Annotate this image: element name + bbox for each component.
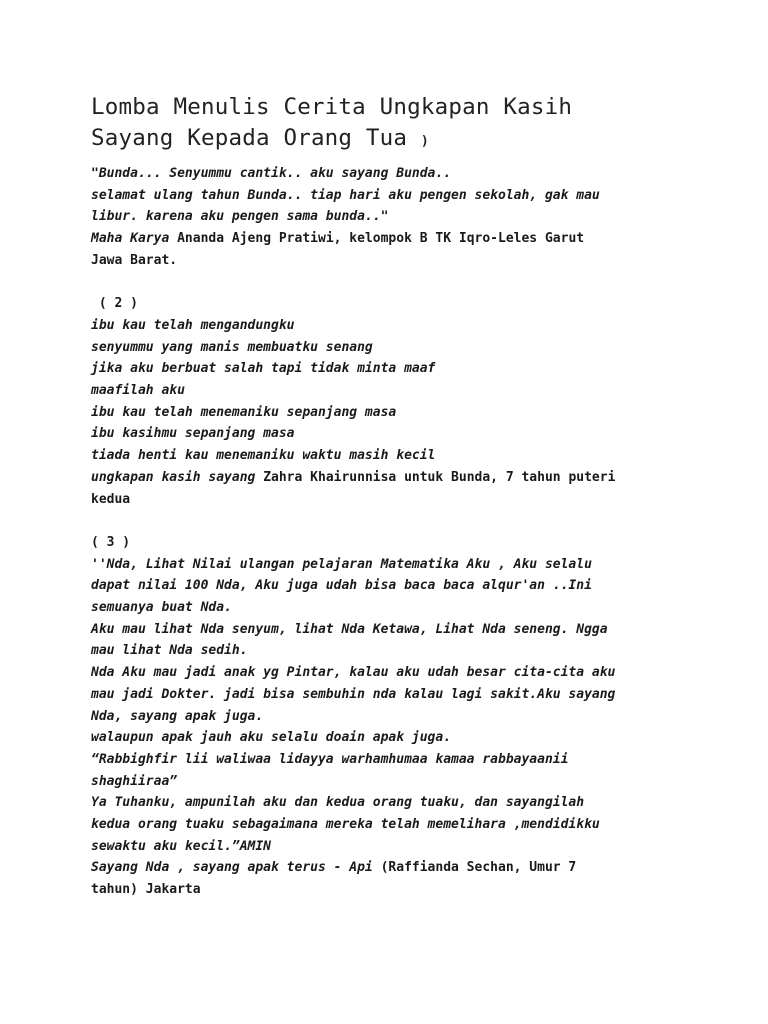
author-credit-line-2: kedua bbox=[91, 491, 131, 507]
poem-line: semuanya buat Nda. bbox=[91, 600, 232, 616]
poem-line: mau jadi Dokter. jadi bisa sembuhin nda kalau lagi sakit.Aku sayang bbox=[91, 686, 616, 702]
poem-line: Nda Aku mau jadi anak yg Pintar, kalau aku udah besar cita-cita aku bbox=[91, 665, 616, 681]
section-heading: ( 2 ) bbox=[91, 296, 138, 312]
poem-line: ibu kasihmu sepanjang masa bbox=[91, 426, 295, 442]
document-title bbox=[91, 92, 691, 157]
poem-line: Nda, sayang apak juga. bbox=[91, 708, 264, 724]
author-credit-rest: Zahra Khairunnisa untuk Bunda, 7 tahun puteri bbox=[255, 469, 616, 485]
poem-line: kedua orang tuaku sebagaimana mereka telah memelihara ,mendidikku bbox=[91, 817, 600, 833]
author-credit-italic: ungkapan kasih sayang bbox=[91, 469, 256, 485]
poem-line: ''Nda, Lihat Nilai ulangan pelajaran Matematika Aku , Aku selalu bbox=[91, 556, 592, 572]
poem-line: senyummu yang manis membuatku senang bbox=[91, 339, 373, 355]
poem-line: ibu kau telah menemaniku sepanjang masa bbox=[91, 404, 397, 420]
poem-line: tiada henti kau menemaniku waktu masih kecil bbox=[91, 448, 436, 464]
poem-line: mau lihat Nda sedih. bbox=[91, 643, 248, 659]
poem-line: libur. karena aku pengen sama bunda.." bbox=[91, 209, 389, 225]
title-line-1: Lomba Menulis Cerita Ungkapan Kasih bbox=[91, 94, 573, 120]
poem-section-2 bbox=[91, 293, 691, 510]
author-credit bbox=[91, 228, 691, 250]
title-line-2: Sayang Kepada Orang Tua bbox=[91, 125, 408, 151]
author-credit bbox=[91, 857, 691, 879]
author-credit-italic: Sayang Nda , sayang apak terus - Api bbox=[91, 860, 373, 876]
poem-line: “Rabbighfir lii waliwaa lidayya warhamhumaa kamaa rabbayaanii bbox=[91, 751, 569, 767]
section-spacer bbox=[91, 510, 691, 532]
author-credit-rest: (Raffianda Sechan, Umur 7 bbox=[372, 860, 577, 876]
poem-line: sewaktu aku kecil.”AMIN bbox=[91, 838, 272, 854]
author-credit-italic: Maha Karya bbox=[91, 231, 170, 247]
author-credit bbox=[91, 467, 691, 489]
poem-line: Ya Tuhanku, ampunilah aku dan kedua orang tuaku, dan sayangilah bbox=[91, 795, 585, 811]
author-credit-line-2: tahun) Jakarta bbox=[91, 882, 201, 898]
poem-line: jika aku berbuat salah tapi tidak minta maaf bbox=[91, 361, 436, 377]
poem-section-3 bbox=[91, 532, 691, 901]
poem-line: maafilah aku bbox=[91, 383, 185, 399]
poem-line: dapat nilai 100 Nda, Aku juga udah bisa baca baca alqur'an ..Ini bbox=[91, 578, 592, 594]
poem-line: Aku mau lihat Nda senyum, lihat Nda Ketawa, Lihat Nda seneng. Ngga bbox=[91, 621, 608, 637]
document-page bbox=[91, 92, 691, 901]
poem-section-1 bbox=[91, 163, 691, 272]
poem-line: shaghiiraa” bbox=[91, 773, 178, 789]
section-heading: ( 3 ) bbox=[91, 534, 131, 550]
title-suffix: ) bbox=[420, 134, 429, 149]
poem-line: selamat ulang tahun Bunda.. tiap hari aku pengen sekolah, gak mau bbox=[91, 187, 600, 203]
section-spacer bbox=[91, 272, 691, 294]
poem-line: "Bunda... Senyummu cantik.. aku sayang Bunda.. bbox=[91, 166, 452, 181]
author-credit-line-2: Jawa Barat. bbox=[91, 252, 178, 268]
poem-line: ibu kau telah mengandungku bbox=[91, 317, 295, 333]
author-credit-rest: Ananda Ajeng Pratiwi, kelompok B TK Iqro-Leles Garut bbox=[169, 231, 585, 247]
poem-line: walaupun apak jauh aku selalu doain apak juga. bbox=[91, 730, 452, 746]
